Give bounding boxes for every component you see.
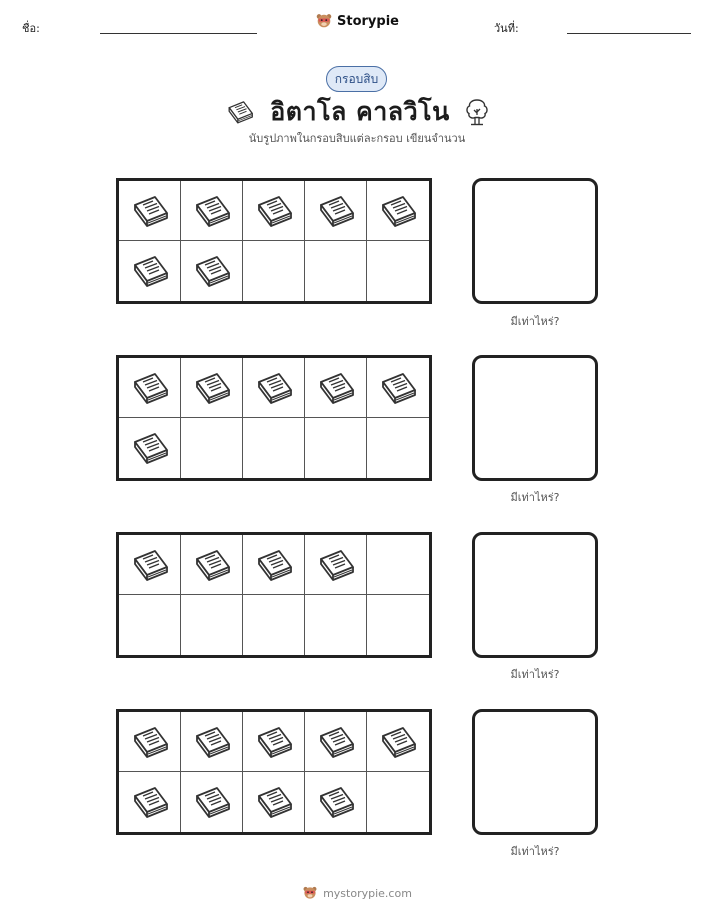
book-icon <box>129 724 171 760</box>
frame-cell <box>119 181 181 241</box>
book-icon <box>315 784 357 820</box>
frame-cell <box>181 418 243 478</box>
book-icon <box>377 370 419 406</box>
footer-url[interactable]: mystorypie.com <box>323 886 412 900</box>
frame-cell <box>367 712 429 772</box>
book-icon <box>253 784 295 820</box>
frame-cell <box>243 712 305 772</box>
frame-cell <box>181 595 243 655</box>
answer-box-2[interactable] <box>472 355 598 481</box>
brand-name: Storypie <box>337 13 399 29</box>
frame-cell <box>119 358 181 418</box>
frame-cell <box>119 241 181 301</box>
book-icon <box>253 547 295 583</box>
book-icon <box>129 370 171 406</box>
mascot-icon <box>315 12 333 30</box>
ten-frame-1 <box>116 178 432 304</box>
question-label-1: มีเท่าไหร่? <box>510 315 560 328</box>
book-icon <box>129 430 171 466</box>
frame-cell <box>119 595 181 655</box>
frame-cell <box>181 535 243 595</box>
book-icon <box>224 99 256 125</box>
frame-cell <box>243 595 305 655</box>
page-title: อิตาโล คาลวิโน <box>270 97 450 126</box>
book-icon <box>129 253 171 289</box>
frame-cell <box>305 595 367 655</box>
book-icon <box>191 784 233 820</box>
frame-cell <box>243 772 305 832</box>
frame-cell <box>305 772 367 832</box>
book-icon <box>191 253 233 289</box>
question-label-4: มีเท่าไหร่? <box>510 845 560 858</box>
book-icon <box>253 370 295 406</box>
brand-logo <box>0 12 714 30</box>
book-icon <box>253 193 295 229</box>
frame-cell <box>305 712 367 772</box>
frame-cell <box>119 712 181 772</box>
answer-box-3[interactable] <box>472 532 598 658</box>
frame-cell <box>367 772 429 832</box>
frame-cell <box>181 772 243 832</box>
frame-cell <box>243 181 305 241</box>
book-icon <box>129 193 171 229</box>
frame-cell <box>305 418 367 478</box>
frame-cell <box>243 535 305 595</box>
frame-cell <box>305 358 367 418</box>
title-row <box>0 92 714 132</box>
frame-cell <box>181 241 243 301</box>
book-icon <box>191 193 233 229</box>
frame-cell <box>119 772 181 832</box>
frame-cell <box>367 595 429 655</box>
book-icon <box>315 193 357 229</box>
question-label-3: มีเท่าไหร่? <box>510 668 560 681</box>
book-icon <box>191 724 233 760</box>
frame-cell <box>243 358 305 418</box>
frame-cell <box>181 358 243 418</box>
question-label-2: มีเท่าไหร่? <box>510 491 560 504</box>
frame-cell <box>181 712 243 772</box>
tree-icon <box>464 97 490 127</box>
book-icon <box>315 724 357 760</box>
topic-badge: กรอบสิบ <box>326 66 387 92</box>
date-line[interactable] <box>567 33 691 34</box>
book-icon <box>191 547 233 583</box>
instructions: นับรูปภาพในกรอบสิบแต่ละกรอบ เขียนจำนวน <box>248 132 466 145</box>
book-icon <box>377 193 419 229</box>
book-icon <box>315 547 357 583</box>
book-icon <box>191 370 233 406</box>
mascot-icon <box>302 885 318 901</box>
book-icon <box>253 724 295 760</box>
book-icon <box>129 547 171 583</box>
frame-cell <box>305 535 367 595</box>
book-icon <box>315 370 357 406</box>
frame-cell <box>119 418 181 478</box>
frame-cell <box>305 181 367 241</box>
ten-frame-2 <box>116 355 432 481</box>
footer <box>0 885 714 901</box>
frame-cell <box>367 181 429 241</box>
frame-cell <box>367 358 429 418</box>
frame-cell <box>243 241 305 301</box>
date-label: วันที่: <box>494 22 519 35</box>
frame-cell <box>243 418 305 478</box>
frame-cell <box>367 418 429 478</box>
name-label: ชื่อ: <box>22 22 40 35</box>
frame-cell <box>181 181 243 241</box>
frame-cell <box>367 535 429 595</box>
name-line[interactable] <box>100 33 257 34</box>
frame-cell <box>305 241 367 301</box>
ten-frame-3 <box>116 532 432 658</box>
book-icon <box>129 784 171 820</box>
frame-cell <box>119 535 181 595</box>
answer-box-1[interactable] <box>472 178 598 304</box>
book-icon <box>377 724 419 760</box>
frame-cell <box>367 241 429 301</box>
answer-box-4[interactable] <box>472 709 598 835</box>
ten-frame-4 <box>116 709 432 835</box>
